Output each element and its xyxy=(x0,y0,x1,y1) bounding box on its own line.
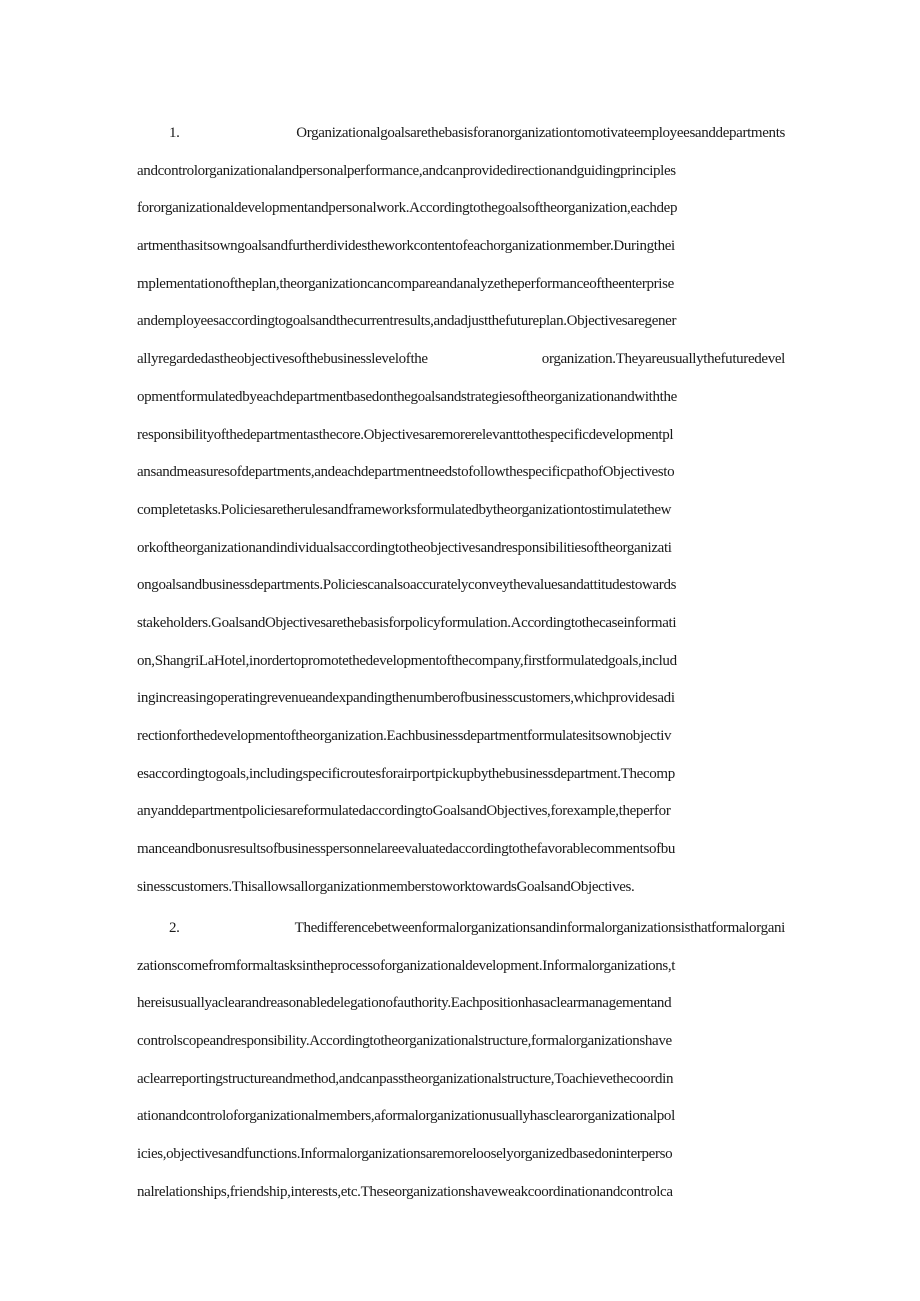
text-line: esaccordingtogoals,includingspecificroutesforairportpickupbythebusinessdepartment.Thecomp xyxy=(137,765,675,782)
text-line: opmentformulatedbyeachdepartmentbasedonthegoalsandstrategiesoftheorganizationandwiththe xyxy=(137,388,677,405)
text-line: controlscopeandresponsibility.Accordingtotheorganizationalstructure,formalorganizationshave xyxy=(137,1033,672,1050)
text-line: andemployeesaccordingtogoalsandthecurrentresults,andadjustthefutureplan.Objectivesaregener xyxy=(137,313,677,330)
text-line: artmenthasitsowngoalsandfurtherdividestheworkcontentofeachorganizationmember.Duringthei xyxy=(137,238,675,255)
text-line: hereisusuallyaclearandreasonabledelegationofauthority.Eachpositionhasaclearmanagementand xyxy=(137,995,672,1012)
text-line: allyregardedastheobjectivesofthebusinesslevelofthe organization.Theyareusuallythefuturedevel xyxy=(137,351,785,368)
text-line: anyanddepartmentpoliciesareformulatedaccordingtoGoalsandObjectives,forexample,theperfor xyxy=(137,803,671,820)
text-line: ingincreasingoperatingrevenueandexpandingthenumberofbusinesscustomers,whichprovidesadi xyxy=(137,690,675,707)
text-line: mplementationoftheplan,theorganizationcancompareandanalyzetheperformanceoftheenterprise xyxy=(137,275,674,292)
text-line: manceandbonusresultsofbusinesspersonnelareevaluatedaccordingtothefavorablecommentsofbu xyxy=(137,841,676,858)
text-line: responsibilityofthedepartmentasthecore.Objectivesaremorerelevanttothespecificdevelopmentpl xyxy=(137,426,674,443)
text-line: on,ShangriLaHotel,inordertopromotethedevelopmentofthecompany,firstformulatedgoals,includ xyxy=(137,652,677,669)
text-line: ationandcontroloforganizationalmembers,aformalorganizationusuallyhasclearorganizationalpol xyxy=(137,1108,675,1125)
text-line: zationscomefromformaltasksintheprocessoforganizationaldevelopment.Informalorganizations,t xyxy=(137,957,676,974)
text-line: 2. Thedifferencebetweenformalorganizationsandinformalorganizationsisthatformalorgani xyxy=(169,920,785,936)
text-line: rectionforthedevelopmentoftheorganization.Eachbusinessdepartmentformulatesitsownobjectiv xyxy=(137,728,672,744)
text-line: orkoftheorganizationandindividualsaccordingtotheobjectivesandresponsibilitiesoftheorganizati xyxy=(137,539,672,556)
text-line: 1. Organizationalgoalsarethebasisforanorganizationtomotivateemployeesanddepartments xyxy=(169,125,785,141)
text-line: stakeholders.GoalsandObjectivesarethebasisforpolicyformulation.Accordingtothecaseinformati xyxy=(137,614,677,631)
text-line: fororganizationaldevelopmentandpersonalwork.Accordingtothegoalsoftheorganization,eachdep xyxy=(137,200,678,217)
text-line: aclearreportingstructureandmethod,andcanpasstheorganizationalstructure,Toachievethecoordin xyxy=(137,1070,674,1087)
text-line: ongoalsandbusinessdepartments.Policiescanalsoaccuratelyconveythevaluesandattitudestowards xyxy=(137,577,677,594)
text-line: sinesscustomers.ThisallowsallorganizationmemberstoworktowardsGoalsandObjectives. xyxy=(137,878,635,895)
text-line: completetasks.Policiesaretherulesandframeworksformulatedbytheorganizationtostimulatethew xyxy=(137,501,672,518)
text-line: icies,objectivesandfunctions.Informalorganizationsaremorelooselyorganizedbasedoninterperso xyxy=(137,1146,673,1163)
paragraph-2 xyxy=(137,915,785,1217)
paragraph-1 xyxy=(137,120,785,911)
text-line: ansandmeasuresofdepartments,andeachdepartmentneedstofollowthespecificpathofObjectivesto xyxy=(137,464,675,481)
text-line: andcontrolorganizationalandpersonalperformance,andcanprovidedirectionandguidingprinciples xyxy=(137,162,676,179)
text-line: nalrelationships,friendship,interests,etc.Theseorganizationshaveweakcoordinationandcontrolca xyxy=(137,1183,673,1200)
